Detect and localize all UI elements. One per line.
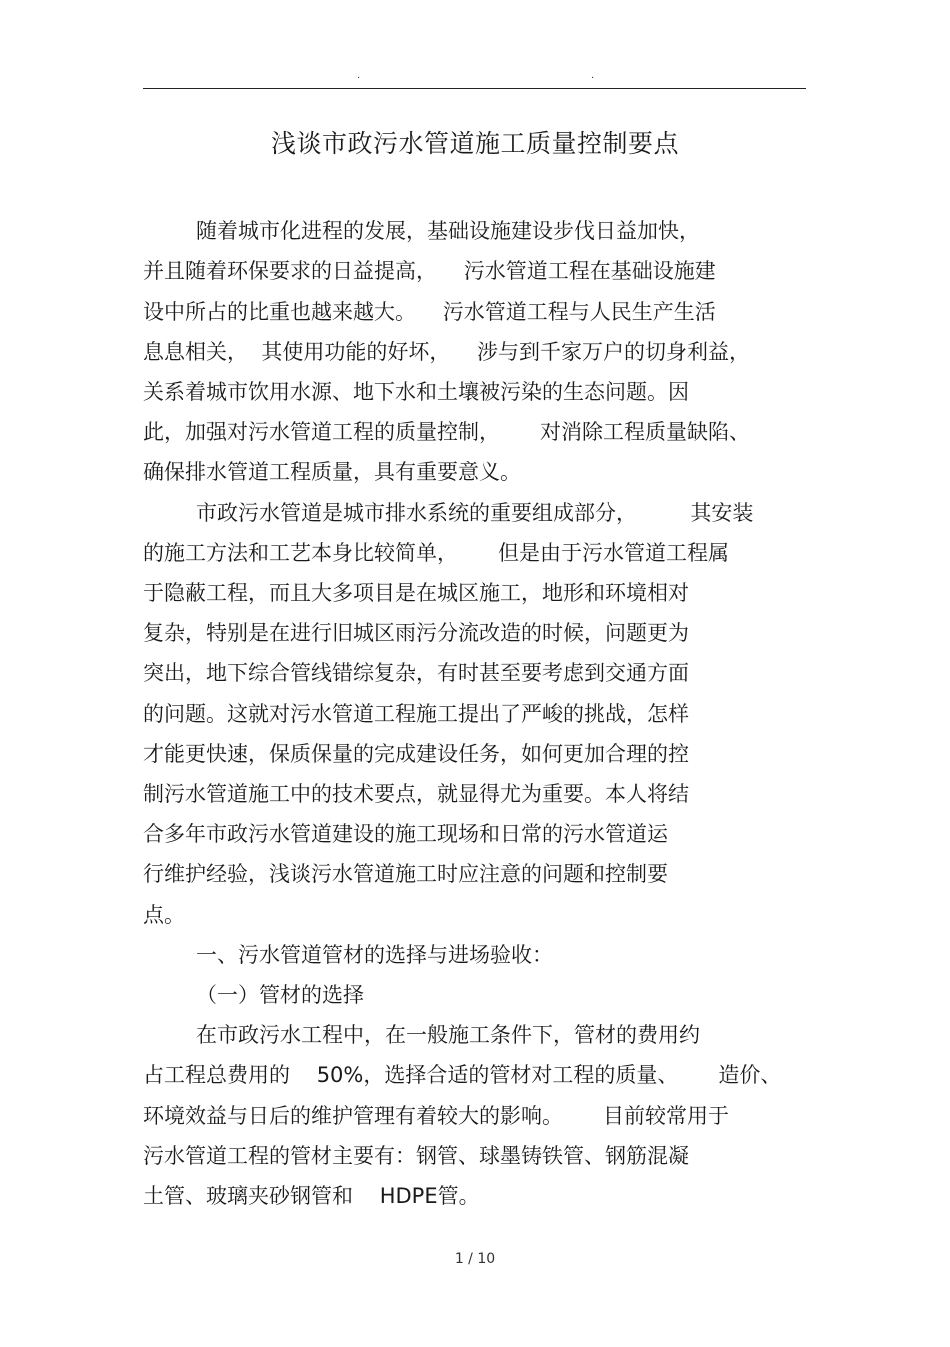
body-line: 在市政污水工程中，在一般施工条件下，管材的费用约 <box>196 1023 700 1047</box>
body-line: 点。 <box>143 903 185 927</box>
page-indicator: 1 / 10 <box>454 1251 496 1267</box>
section-heading: 一、污水管道管材的选择与进场验收： <box>196 943 553 967</box>
subsection-heading: （一）管材的选择 <box>196 983 364 1007</box>
body-line: 的施工方法和工艺本身比较简单， 但是由于污水管道工程属 <box>143 541 730 565</box>
body-line: 此，加强对污水管道工程的质量控制， 对消除工程质量缺陷、 <box>143 420 751 444</box>
body-line: 息息相关， 其使用功能的好坏， 涉与到千家万户的切身利益， <box>143 340 751 364</box>
body-line: 设中所占的比重也越来越大。 污水管道工程与人民生产生活 <box>143 300 716 324</box>
body-line: 污水管道工程的管材主要有：钢管、球墨铸铁管、钢筋混凝 <box>143 1144 689 1168</box>
header-dot-left: . <box>357 70 361 81</box>
body-line: 行维护经验，浅谈污水管道施工时应注意的问题和控制要 <box>143 862 668 886</box>
header-rule <box>143 88 806 89</box>
body-line: 制污水管道施工中的技术要点，就显得尤为重要。本人将结 <box>143 782 689 806</box>
body-line: 并且随着环保要求的日益提高， 污水管道工程在基础设施建 <box>143 259 716 283</box>
header-dots <box>0 70 950 82</box>
body-line: 突出，地下综合管线错综复杂，有时甚至要考虑到交通方面 <box>143 661 689 685</box>
body-line: 关系着城市饮用水源、地下水和土壤被污染的生态问题。因 <box>143 380 689 404</box>
body-line: 于隐蔽工程，而且大多项目是在城区施工，地形和环境相对 <box>143 581 689 605</box>
header-dot-right: . <box>591 70 595 81</box>
body-line: 土管、玻璃夹砂钢管和 HDPE管。 <box>143 1184 480 1208</box>
body-line: 确保排水管道工程质量，具有重要意义。 <box>143 460 521 484</box>
body-line: 复杂，特别是在进行旧城区雨污分流改造的时候，问题更为 <box>143 621 689 645</box>
document-title: 浅谈市政污水管道施工质量控制要点 <box>270 129 679 158</box>
body-line: 的问题。这就对污水管道工程施工提出了严峻的挑战，怎样 <box>143 702 689 726</box>
body-line: 市政污水管道是城市排水系统的重要组成部分， 其安装 <box>196 501 754 525</box>
body-line: 合多年市政污水管道建设的施工现场和日常的污水管道运 <box>143 822 668 846</box>
body-line: 环境效益与日后的维护管理有着较大的影响。 目前较常用于 <box>143 1104 730 1128</box>
body-line: 才能更快速，保质保量的完成建设任务，如何更加合理的控 <box>143 742 689 766</box>
body-line: 随着城市化进程的发展，基础设施建设步伐日益加快， <box>196 219 700 243</box>
body-line: 占工程总费用的 50%，选择合适的管材对工程的质量、 造价、 <box>143 1063 782 1087</box>
